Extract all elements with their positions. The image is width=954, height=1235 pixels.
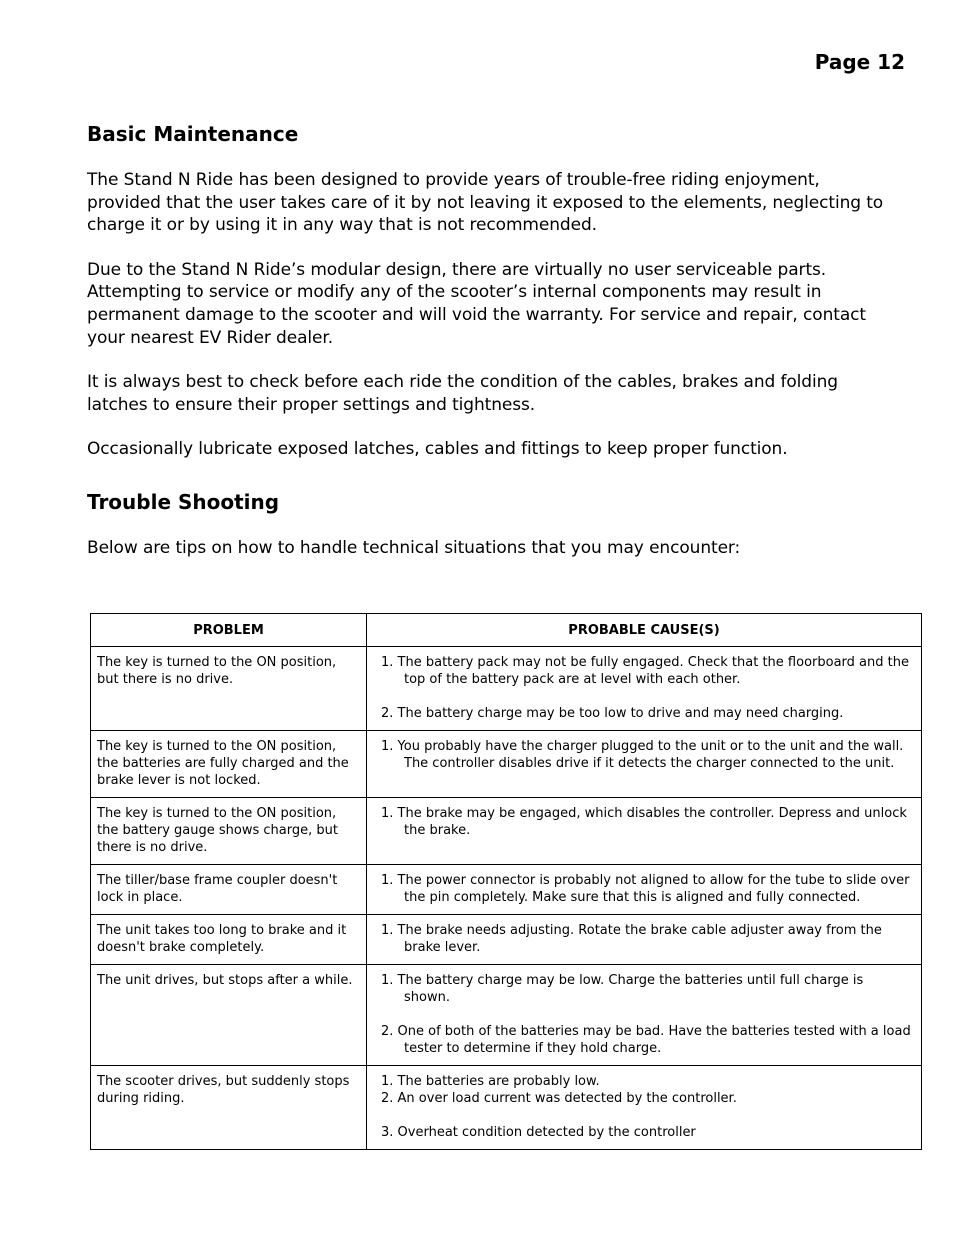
table-row bbox=[91, 647, 922, 731]
cause-item: 1. The batteries are probably low. bbox=[381, 1074, 600, 1089]
table-row bbox=[91, 965, 922, 1066]
cause-item: 3. Overheat condition detected by the controller bbox=[381, 1125, 696, 1140]
table-row bbox=[91, 865, 922, 915]
cause-item: 2. The battery charge may be too low to drive and may need charging. bbox=[381, 706, 844, 721]
page-number: Page 12 bbox=[814, 50, 905, 74]
problem-cell: The unit takes too long to brake and it doesn't brake completely. bbox=[91, 915, 367, 965]
causes-cell bbox=[367, 731, 922, 798]
maintenance-paragraph: Occasionally lubricate exposed latches, cables and fittings to keep proper function. bbox=[87, 439, 788, 460]
troubleshooting-table bbox=[90, 613, 922, 1150]
table-row bbox=[91, 798, 922, 865]
problem-column-header: PROBLEM bbox=[91, 614, 367, 647]
cause-item: 1. The battery charge may be low. Charge the batteries until full charge is shown. bbox=[381, 973, 864, 1005]
problem-cell: The scooter drives, but suddenly stops during riding. bbox=[91, 1066, 367, 1150]
problem-cell: The key is turned to the ON position, the battery gauge shows charge, but there is no drive. bbox=[91, 798, 367, 865]
maintenance-paragraph: It is always best to check before each ride the condition of the cables, brakes and folding latches to ensure their proper settings and tightness. bbox=[87, 372, 838, 415]
maintenance-paragraph: The Stand N Ride has been designed to provide years of trouble-free riding enjoyment, provided that the user takes care of it by not leaving it exposed to the elements, neglecting to charge it or by using it in any way that is not recommended. bbox=[87, 170, 884, 236]
causes-cell bbox=[367, 965, 922, 1066]
causes-cell bbox=[367, 1066, 922, 1150]
page-content bbox=[87, 120, 887, 560]
causes-cell bbox=[367, 915, 922, 965]
problem-cell: The key is turned to the ON position, but there is no drive. bbox=[91, 647, 367, 731]
causes-cell bbox=[367, 798, 922, 865]
cause-item: 1. The brake may be engaged, which disables the controller. Depress and unlock the brake. bbox=[381, 806, 907, 838]
cause-item: 1. The power connector is probably not aligned to allow for the tube to slide over the pin completely. Make sure that this is aligned and fully connected. bbox=[381, 873, 910, 905]
problem-cell: The unit drives, but stops after a while. bbox=[91, 965, 367, 1066]
cause-item: 2. One of both of the batteries may be bad. Have the batteries tested with a load tester to determine if they hold charge. bbox=[381, 1024, 911, 1056]
table-row bbox=[91, 731, 922, 798]
trouble-shooting-heading: Trouble Shooting bbox=[87, 489, 280, 514]
table-header-row bbox=[91, 614, 922, 647]
cause-item: 2. An over load current was detected by the controller. bbox=[381, 1091, 737, 1106]
table-row bbox=[91, 915, 922, 965]
causes-cell bbox=[367, 865, 922, 915]
cause-item: 1. The brake needs adjusting. Rotate the brake cable adjuster away from the brake lever. bbox=[381, 923, 882, 955]
trouble-shooting-intro: Below are tips on how to handle technical situations that you may encounter: bbox=[87, 537, 741, 558]
problem-cell: The key is turned to the ON position, the batteries are fully charged and the brake lever is not locked. bbox=[91, 731, 367, 798]
cause-item: 1. You probably have the charger plugged to the unit or to the unit and the wall. The controller disables drive if it detects the charger connected to the unit. bbox=[381, 739, 904, 771]
causes-column-header: PROBABLE CAUSE(S) bbox=[367, 614, 922, 647]
basic-maintenance-heading: Basic Maintenance bbox=[87, 122, 299, 146]
table-row bbox=[91, 1066, 922, 1150]
problem-cell: The tiller/base frame coupler doesn't lock in place. bbox=[91, 865, 367, 915]
maintenance-paragraph: Due to the Stand N Ride’s modular design, there are virtually no user serviceable parts. Attempting to service or modify any of the scooter’s internal components may result in permanent damage to the scooter and will void the warranty. For service and repair, contact your nearest EV Rider dealer. bbox=[87, 259, 866, 348]
cause-item: 1. The battery pack may not be fully engaged. Check that the floorboard and the top of the battery pack are at level with each other. bbox=[381, 655, 909, 687]
causes-cell bbox=[367, 647, 922, 731]
